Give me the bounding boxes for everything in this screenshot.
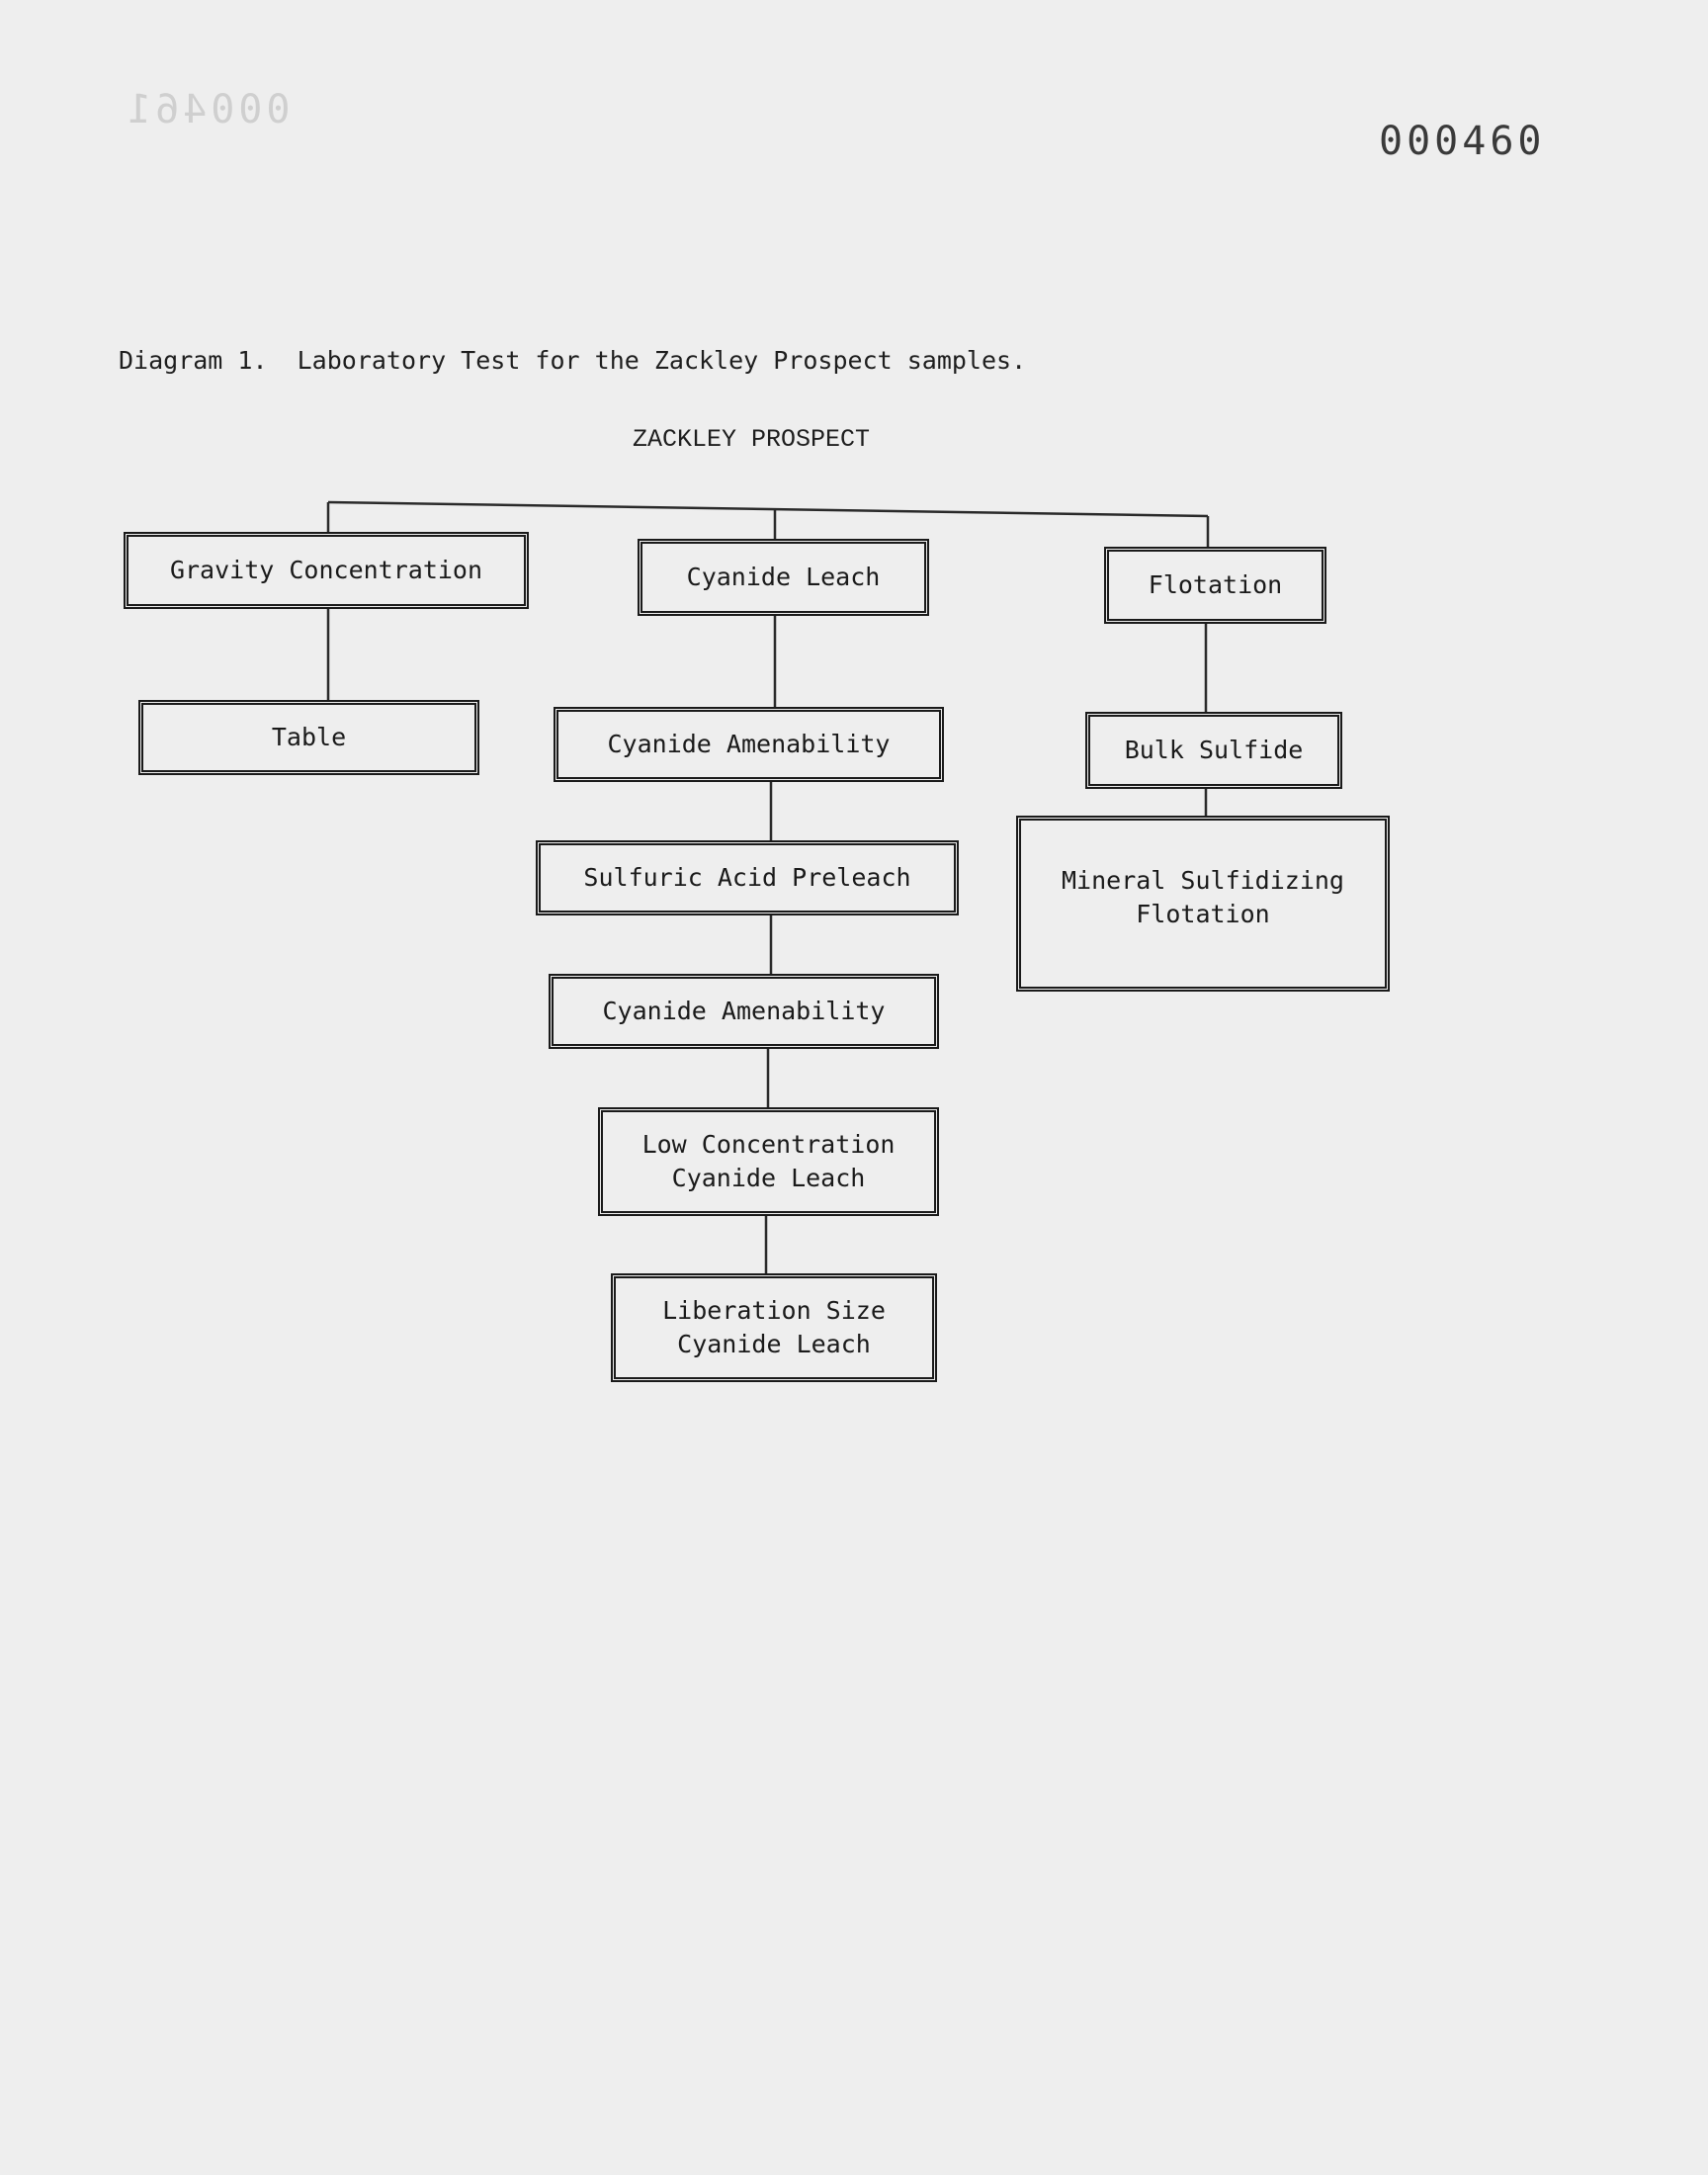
node-label: Cyanide Amenability bbox=[607, 730, 891, 758]
node-label: Flotation bbox=[1148, 570, 1283, 599]
node-label: Liberation Size Cyanide Leach bbox=[662, 1296, 886, 1358]
node-label: Low Concentration Cyanide Leach bbox=[641, 1130, 896, 1192]
bleed-through-page-number: 000461 bbox=[124, 87, 291, 132]
node-cyanide-amenability-2 bbox=[549, 974, 939, 1049]
node-low-concentration-cyanide-leach bbox=[598, 1107, 939, 1216]
node-label: Bulk Sulfide bbox=[1124, 736, 1304, 764]
node-cyanide-leach bbox=[638, 539, 929, 616]
node-bulk-sulfide bbox=[1085, 712, 1342, 789]
diagram-caption: Diagram 1. Laboratory Test for the Zackley Prospect samples. bbox=[119, 346, 1027, 375]
node-label: Table bbox=[271, 723, 347, 751]
node-label: Mineral Sulfidizing Flotation bbox=[1062, 866, 1344, 928]
node-mineral-sulfidizing-flotation bbox=[1016, 816, 1390, 992]
node-label: Gravity Concentration bbox=[169, 556, 483, 584]
node-label: Cyanide Leach bbox=[686, 563, 881, 591]
node-label: Sulfuric Acid Preleach bbox=[583, 863, 911, 892]
node-table bbox=[138, 700, 479, 775]
node-flotation bbox=[1104, 547, 1326, 624]
node-gravity-concentration bbox=[124, 532, 529, 609]
node-sulfuric-acid-preleach bbox=[536, 840, 959, 915]
connector-top-bus bbox=[328, 502, 1208, 516]
diagram-title: ZACKLEY PROSPECT bbox=[633, 425, 871, 454]
page-number: 000460 bbox=[1379, 119, 1546, 164]
node-label: Cyanide Amenability bbox=[602, 997, 886, 1025]
node-cyanide-amenability-1 bbox=[554, 707, 944, 782]
node-liberation-size-cyanide-leach bbox=[611, 1273, 937, 1382]
